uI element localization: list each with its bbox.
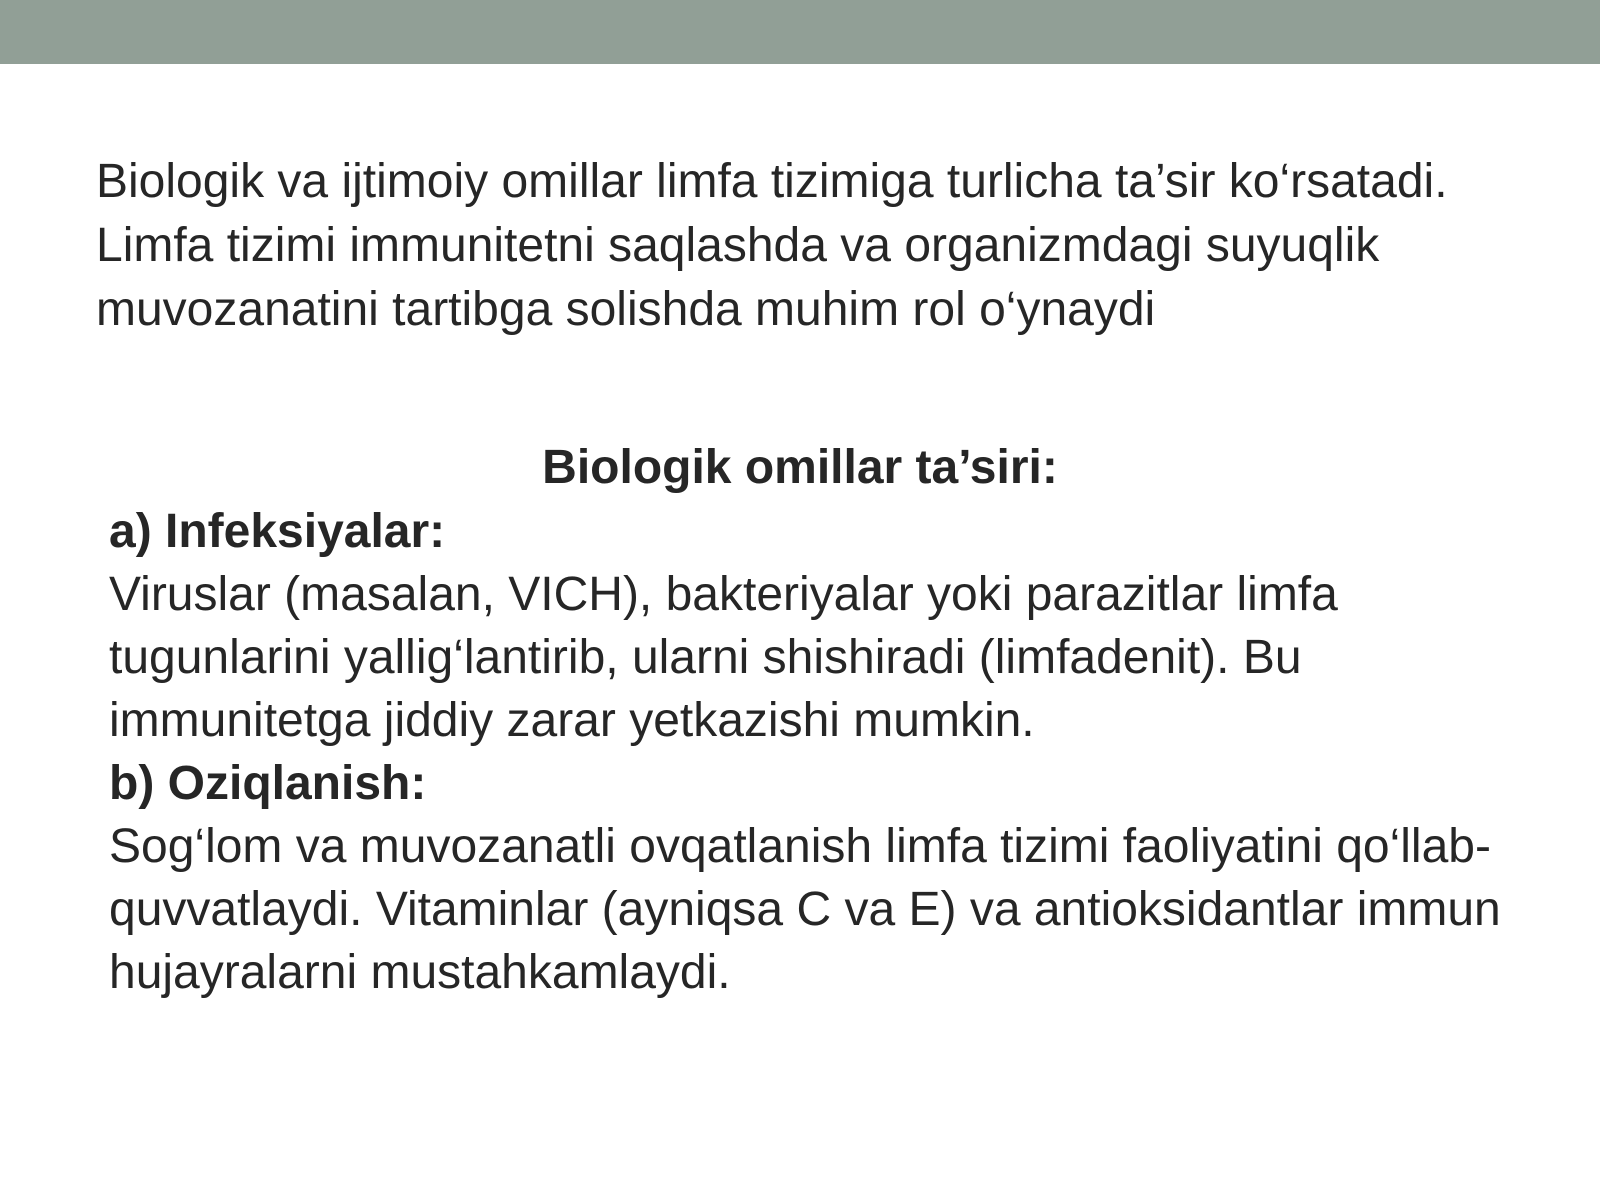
factors-list <box>109 500 1529 1004</box>
top-band <box>0 0 1600 64</box>
factor-nutrition <box>109 752 1529 1004</box>
intro-paragraph: Biologik va ijtimoiy omillar limfa tizimiga turlicha ta’sir ko‘rsatadi. Limfa tizimi immunitetni saqlashda va organizmdagi suyuqlik muvozanatini tartibga solishda muhim rol o‘ynaydi <box>96 155 1448 336</box>
factor-body: Sog‘lom va muvozanatli ovqatlanish limfa tizimi faoliyatini qo‘llab-quvvatlaydi. Vitaminlar (ayniqsa C va E) va antioksidantlar immun hujayralarni mustahkamlaydi. <box>109 820 1501 999</box>
factor-heading: a) Infeksiyalar: <box>109 505 446 558</box>
factor-infections <box>109 500 1529 752</box>
section-title: Biologik omillar ta’siri: <box>542 441 1058 494</box>
factor-heading: b) Oziqlanish: <box>109 757 427 810</box>
factor-body: Viruslar (masalan, VICH), bakteriyalar yoki parazitlar limfa tugunlarini yallig‘lantirib, ularni shishiradi (limfadenit). Bu immunitetga jiddiy zarar yetkazishi mumkin. <box>109 568 1338 747</box>
